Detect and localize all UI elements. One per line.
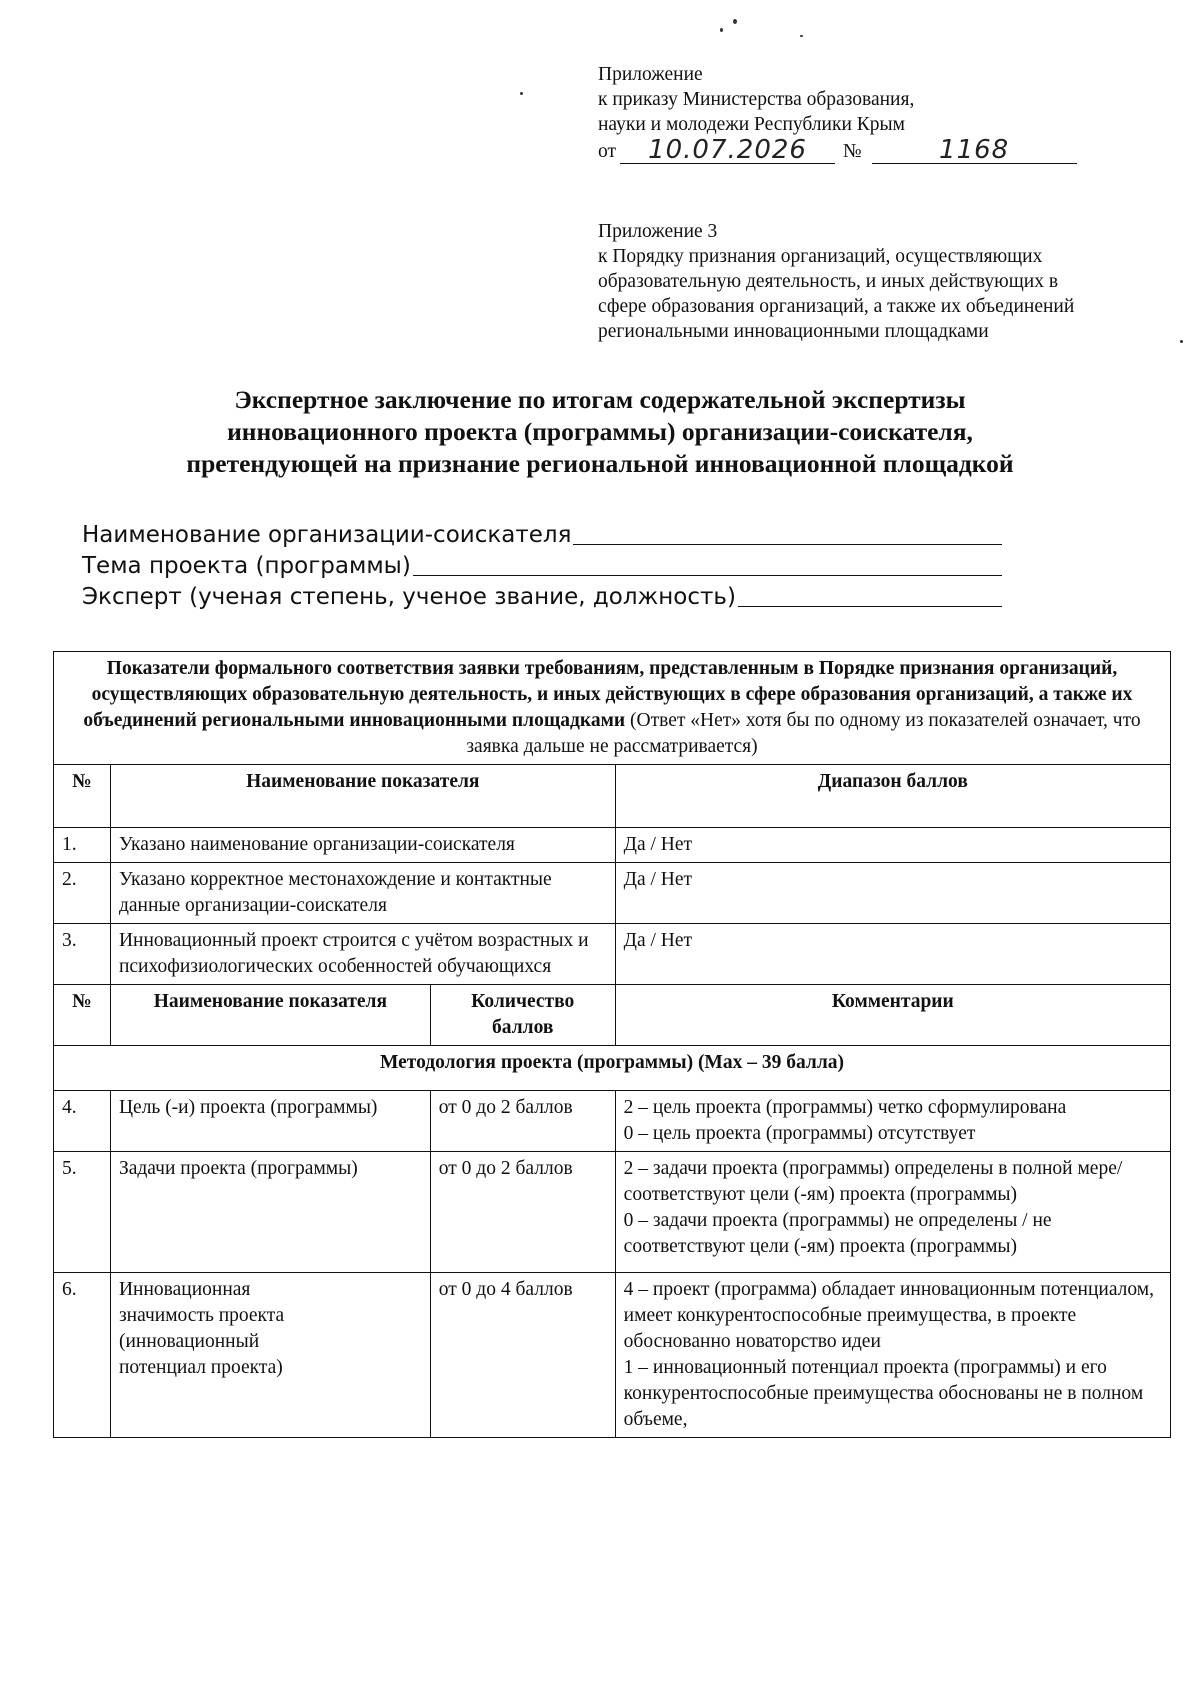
row-number: 5.: [54, 1152, 111, 1273]
table-row: [54, 863, 1171, 924]
appendix-line: сфере образования организаций, а также их объединений: [598, 296, 1075, 317]
procedure-appendix-block: [598, 219, 1178, 344]
table-row: [54, 1091, 1171, 1152]
row-number: 4.: [54, 1091, 111, 1152]
appendix-line: к приказу Министерства образования,: [598, 89, 915, 110]
indicator-name: Цель (-и) проекта (программы): [110, 1091, 430, 1152]
comments-cell: [615, 1273, 1170, 1438]
title-line: претендующей на признание региональной инновационной площадкой: [186, 449, 1014, 478]
appendix-line: Приложение: [598, 64, 703, 85]
comment-line: 0 – цель проекта (программы) отсутствует: [623, 1123, 976, 1144]
formal-criteria-header-row: [54, 652, 1171, 765]
column-header-indicator: Наименование показателя: [110, 765, 615, 828]
order-appendix-block: [598, 62, 1178, 164]
comment-line: 2 – задачи проекта (программы) определены в полной мере/соответствуют цели (-ям) проекта (программы): [623, 1158, 1123, 1205]
appendix-line: к Порядку признания организаций, осуществляющих: [598, 246, 1043, 267]
table-row: [54, 1273, 1171, 1438]
column-header-number: №: [54, 765, 111, 828]
title-line: инновационного проекта (программы) организации-соискателя,: [227, 417, 973, 446]
score-columns-row: [54, 985, 1171, 1046]
number-prefix: №: [843, 141, 862, 162]
indicator-name: Задачи проекта (программы): [110, 1152, 430, 1273]
row-number: 6.: [54, 1273, 111, 1438]
evaluation-table: [53, 651, 1171, 1438]
fill-in-line: [738, 606, 1002, 607]
appendix-line: региональными инновационными площадками: [598, 321, 989, 342]
comment-line: 1 – инновационный потенциал проекта (программы) и его конкурентоспособные преимущества обоснованы не в полном объеме,: [623, 1357, 1144, 1430]
score-range: Да / Нет: [615, 828, 1170, 863]
comments-cell: [615, 1091, 1170, 1152]
title-line: Экспертное заключение по итогам содержательной экспертизы: [234, 385, 966, 414]
field-label: Тема проекта (программы): [82, 553, 411, 579]
comment-line: 4 – проект (программа) обладает инновационным потенциалом, имеет конкурентоспособные преимущества, в проекте обоснованно новаторство идеи: [623, 1279, 1154, 1352]
appendix-line: образовательную деятельность, и иных действующих в: [598, 271, 1059, 292]
applicant-fields: [82, 520, 1002, 613]
document-title: [40, 384, 1160, 480]
column-header-comments: Комментарии: [615, 985, 1170, 1046]
row-number: 3.: [54, 924, 111, 985]
table-row: [54, 828, 1171, 863]
expert-field: [82, 582, 1002, 613]
column-header-indicator: Наименование показателя: [110, 985, 430, 1046]
score-range: Да / Нет: [615, 863, 1170, 924]
organization-name-field: [82, 520, 1002, 551]
points-range: от 0 до 4 баллов: [430, 1273, 615, 1438]
scan-speck: [720, 28, 723, 32]
column-header-range: Диапазон баллов: [615, 765, 1170, 828]
indicator-name: Указано наименование организации-соискателя: [110, 828, 615, 863]
project-topic-field: [82, 551, 1002, 582]
fill-in-line: [573, 544, 1002, 545]
scan-speck: [1180, 340, 1183, 343]
field-label: Эксперт (ученая степень, ученое звание, должность): [82, 584, 736, 610]
table-row: [54, 1152, 1171, 1273]
table-row: [54, 924, 1171, 985]
formal-header-note: (Ответ «Нет» хотя бы по одному из показателей означает, что заявка дальше не рассматривается): [466, 710, 1141, 757]
fill-in-line: [413, 575, 1002, 576]
appendix-line: науки и молодежи Республики Крым: [598, 114, 905, 135]
comment-line: 0 – задачи проекта (программы) не определены / не соответствуют цели (-ям) проекта (программы): [623, 1210, 1052, 1257]
scan-speck: [520, 92, 523, 95]
comments-cell: [615, 1152, 1170, 1273]
indicator-name: Инновационная значимость проекта (инновационный потенциал проекта): [110, 1273, 430, 1438]
formal-header-bold: Показатели формального соответствия заявки требованиям, представленным в Порядке признания организаций, осуществляющих образовательную деятельность, и иных действующих в сфере образования организаций, а также их объединений региональными инновационными площадками: [83, 658, 1133, 731]
indicator-name: Инновационный проект строится с учётом возрастных и психофизиологических особенностей обучающихся: [110, 924, 615, 985]
row-number: 1.: [54, 828, 111, 863]
score-range: Да / Нет: [615, 924, 1170, 985]
formal-criteria-header: [54, 652, 1171, 765]
comment-line: 2 – цель проекта (программы) четко сформулирована: [623, 1097, 1067, 1118]
indicator-name: Указано корректное местонахождение и контактные данные организации-соискателя: [110, 863, 615, 924]
methodology-header: Методология проекта (программы) (Max – 39 балла): [54, 1046, 1171, 1091]
appendix-line: Приложение 3: [598, 221, 718, 242]
methodology-section-row: [54, 1046, 1171, 1091]
points-range: от 0 до 2 баллов: [430, 1091, 615, 1152]
row-number: 2.: [54, 863, 111, 924]
order-date-number-row: [598, 137, 1178, 164]
field-label: Наименование организации-соискателя: [82, 522, 572, 548]
formal-columns-row: [54, 765, 1171, 828]
scan-speck: [733, 19, 737, 24]
handwritten-date: 10.07.2026: [620, 137, 835, 164]
handwritten-order-number: 1168: [872, 137, 1077, 164]
date-prefix: от: [598, 141, 617, 162]
column-header-points: Количество баллов: [430, 985, 615, 1046]
points-range: от 0 до 2 баллов: [430, 1152, 615, 1273]
scan-speck: [800, 35, 803, 37]
column-header-number: №: [54, 985, 111, 1046]
